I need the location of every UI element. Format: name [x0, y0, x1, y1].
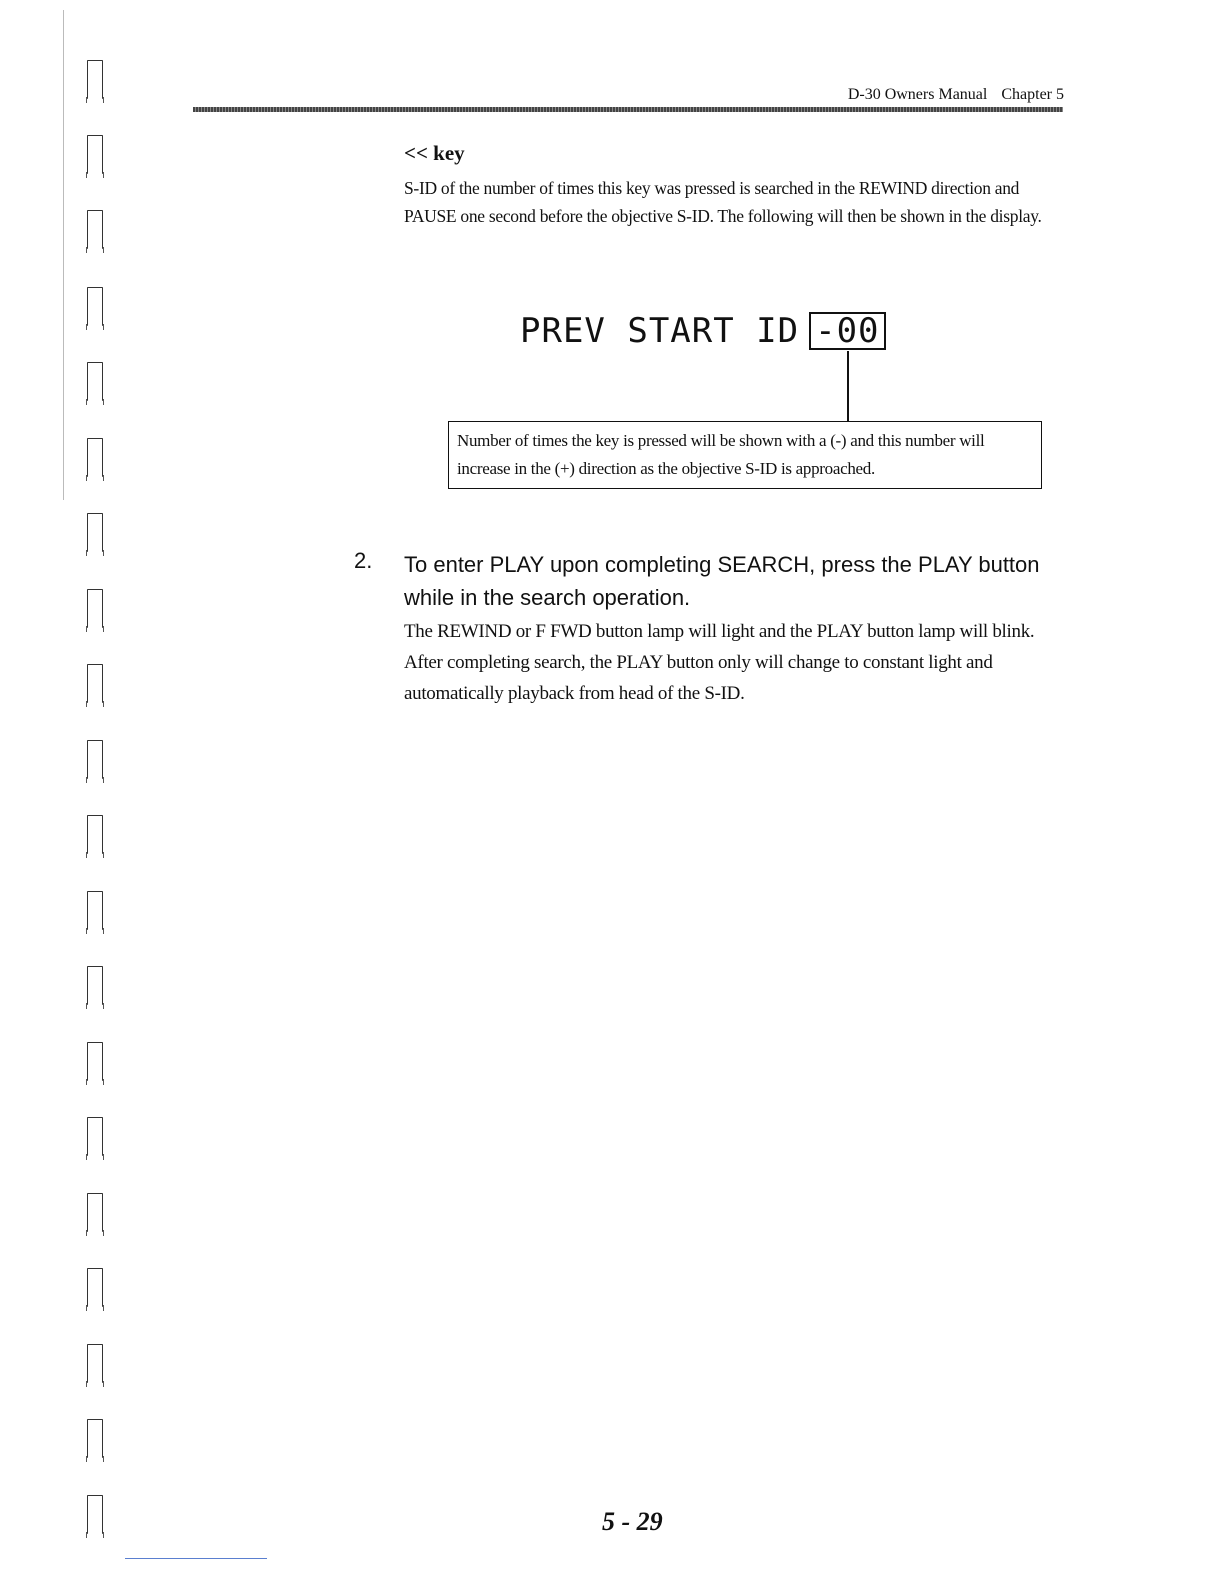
- binder-hole: [87, 135, 103, 174]
- section-paragraph: S-ID of the number of times this key was pressed is searched in the REWIND direction and PAUSE one second before the objective S-ID. The following will then be shown in the display.: [404, 178, 1042, 226]
- binder-hole: [87, 210, 103, 249]
- lcd-display: [520, 309, 886, 353]
- display-counter-box: -00: [809, 312, 885, 350]
- binder-hole: [87, 1419, 103, 1458]
- header-rule: [193, 107, 1063, 112]
- callout-connector: [847, 351, 849, 421]
- binder-hole: [87, 1117, 103, 1156]
- chapter-label: Chapter 5: [1001, 86, 1064, 103]
- binder-hole: [87, 1268, 103, 1307]
- binder-hole: [87, 513, 103, 552]
- binder-holes: [60, 0, 120, 1584]
- binder-hole: [87, 1042, 103, 1081]
- binder-hole: [87, 664, 103, 703]
- step-paragraph: The REWIND or F FWD button lamp will light and the PLAY button lamp will blink. After completing search, the PLAY button only will change to constant light and automatically playback from head of the S-ID.: [404, 621, 1035, 704]
- binder-hole: [87, 1495, 103, 1534]
- manual-title: D-30 Owners Manual: [847, 86, 988, 103]
- binder-hole: [87, 966, 103, 1005]
- section-subheading: << key: [404, 141, 465, 165]
- page-number: 5 - 29: [602, 1507, 663, 1536]
- bottom-rule: [125, 1558, 267, 1559]
- margin-line: [63, 10, 64, 500]
- binder-hole: [87, 589, 103, 628]
- page-header: [838, 86, 1064, 104]
- binder-hole: [87, 740, 103, 779]
- binder-hole: [87, 438, 103, 477]
- binder-hole: [87, 1344, 103, 1383]
- step-number: 2.: [354, 548, 373, 573]
- binder-hole: [87, 287, 103, 326]
- callout-box: Number of times the key is pressed will be shown with a (-) and this number will increase in the (+) direction as the objective S-ID is approached.: [448, 421, 1042, 489]
- binder-hole: [87, 362, 103, 401]
- binder-hole: [87, 891, 103, 930]
- binder-hole: [87, 815, 103, 854]
- display-text: PREV START ID: [520, 311, 800, 351]
- binder-hole: [87, 60, 103, 99]
- step-heading: To enter PLAY upon completing SEARCH, press the PLAY button while in the search operation.: [404, 552, 1040, 610]
- binder-hole: [87, 1193, 103, 1232]
